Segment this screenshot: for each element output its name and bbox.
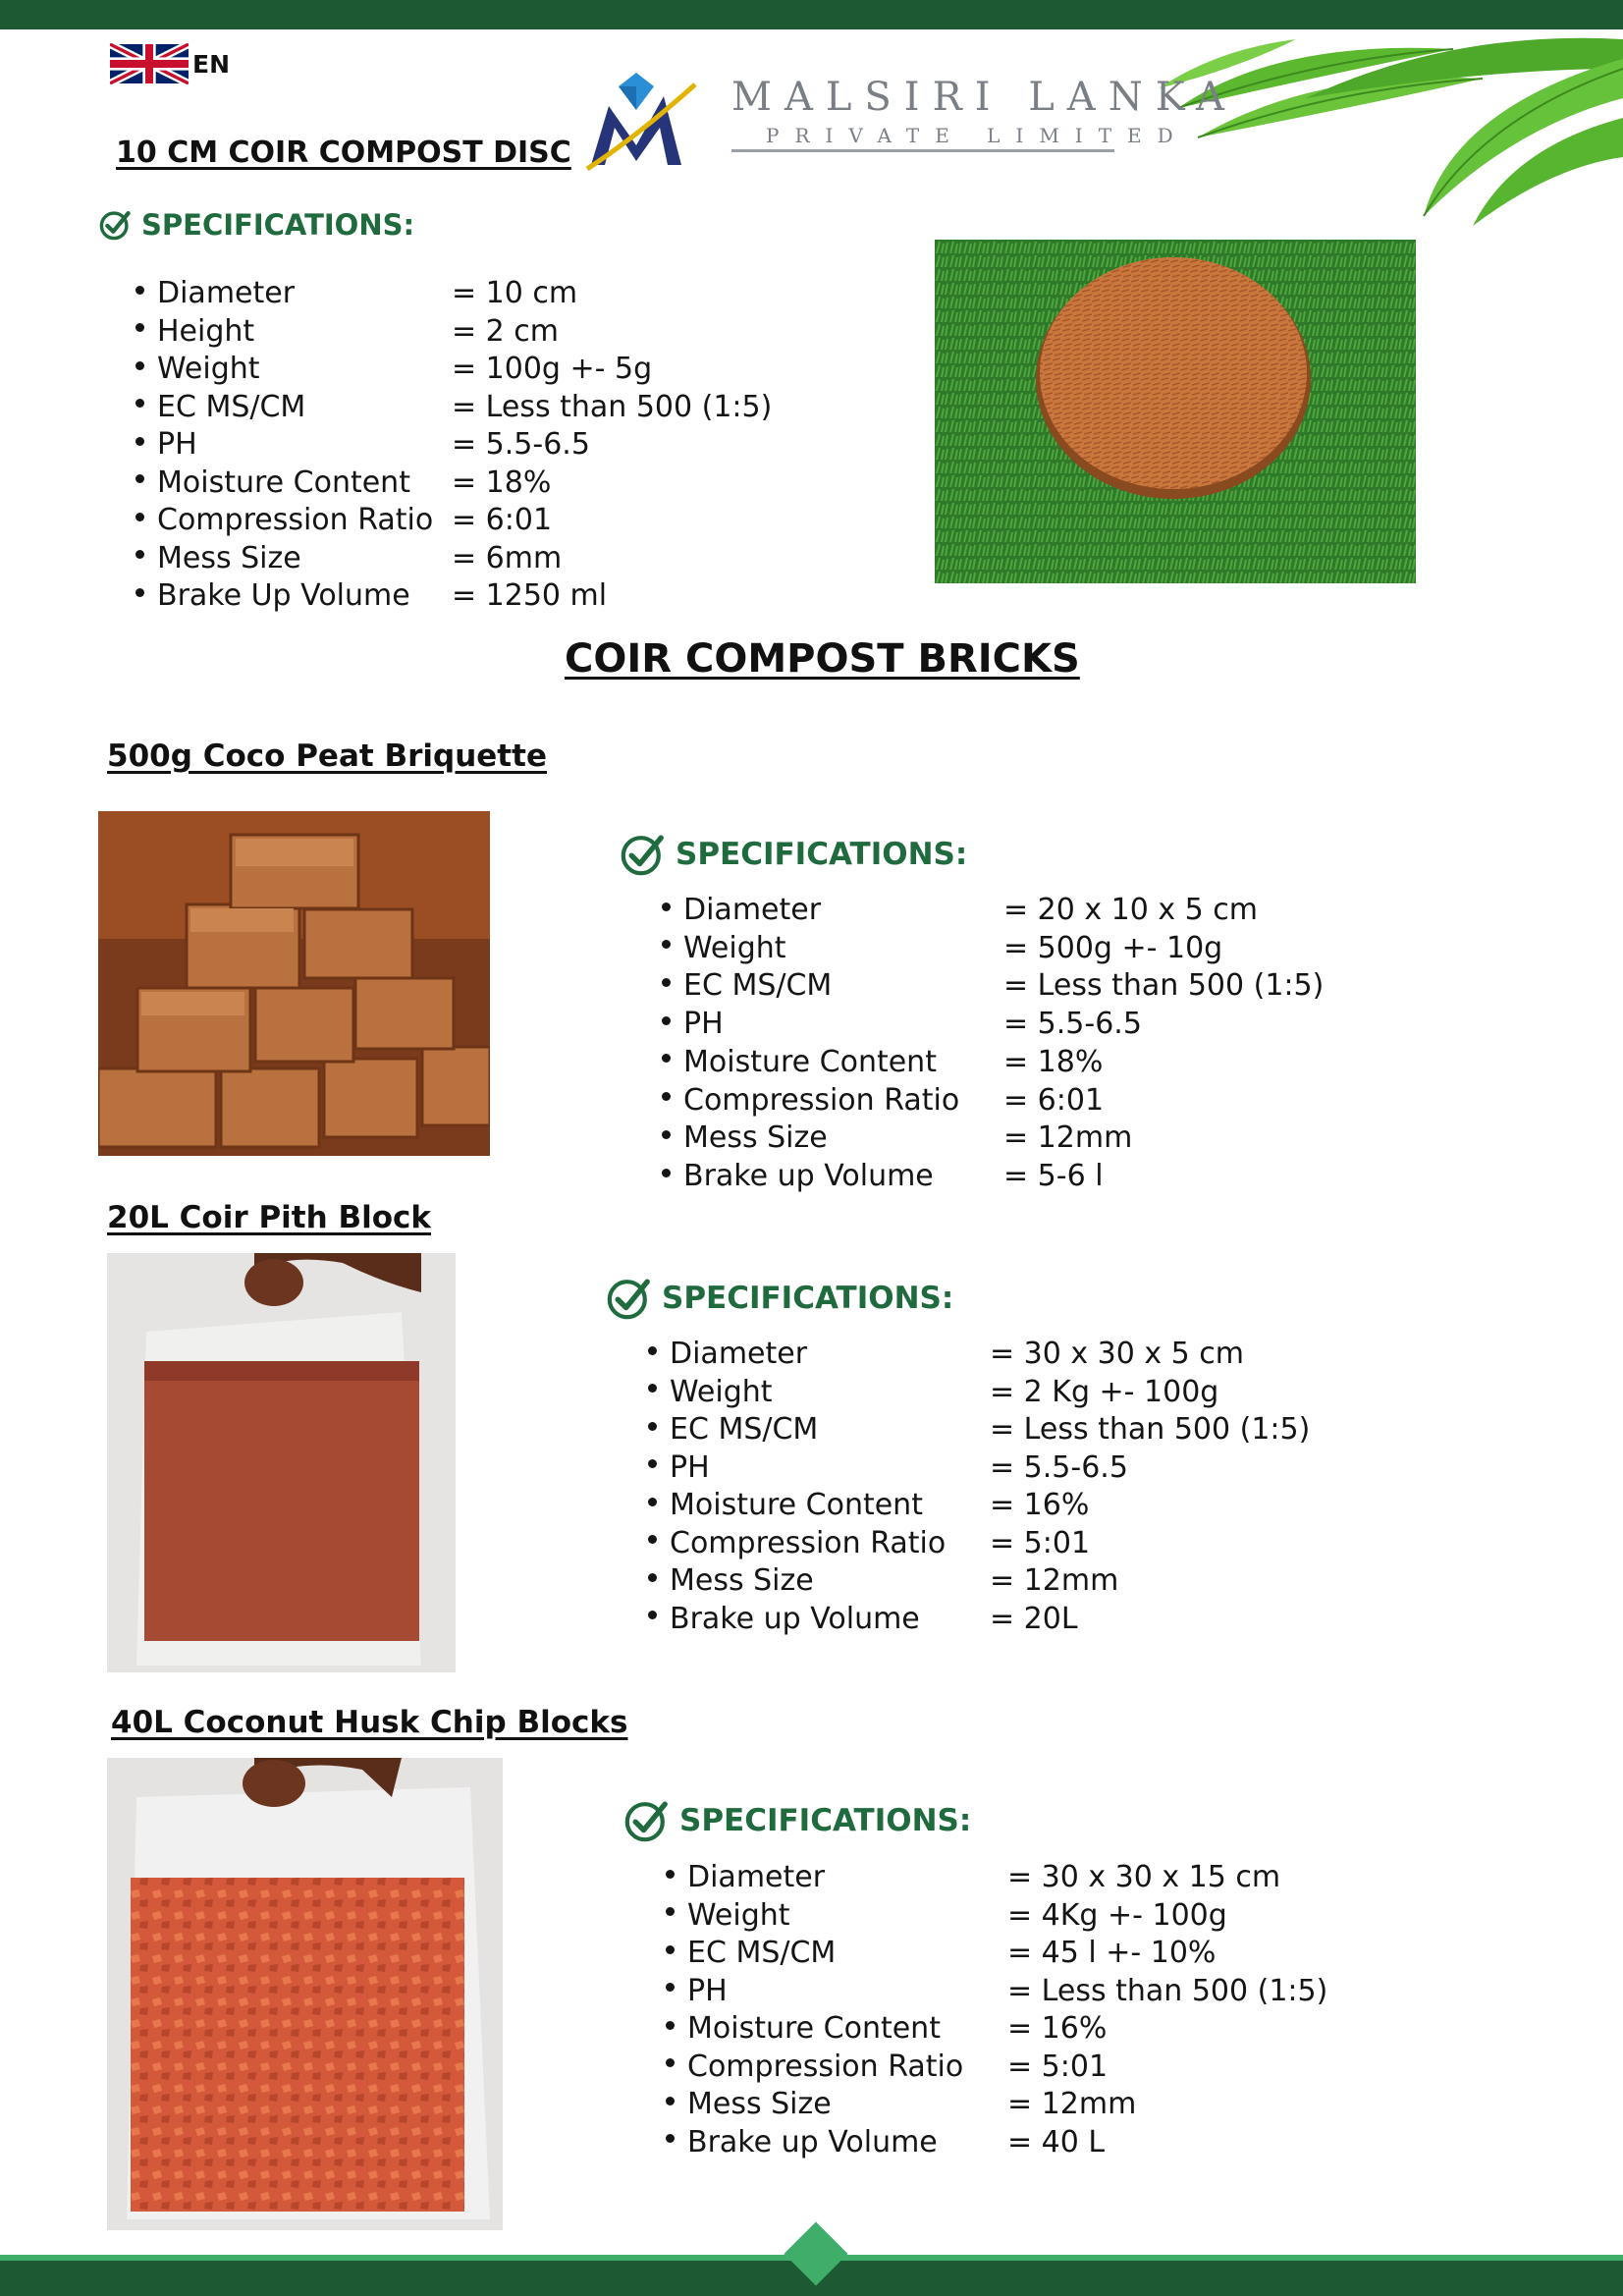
bullet-icon [644, 1485, 670, 1514]
spec-label: Compression Ratio [683, 1082, 960, 1118]
spec-label: PH [687, 1973, 728, 2008]
spec-item [644, 1409, 1310, 1448]
spec-item [658, 965, 1324, 1004]
spec-item [132, 424, 772, 463]
brand-subtitle: PRIVATE LIMITED [766, 124, 1189, 147]
spec-value: = 10 cm [452, 276, 578, 310]
spec-value: = 20 x 10 x 5 cm [1003, 893, 1259, 927]
spec-label: Compression Ratio [670, 1525, 947, 1560]
spec-value: = 40 L [1007, 2124, 1106, 2159]
palm-leaves-illustration [1159, 29, 1623, 226]
spec-label: PH [157, 427, 197, 462]
spec-value: = Less than 500 (1:5) [990, 1412, 1311, 1447]
spec-item [132, 538, 772, 576]
spec-label: Mess Size [670, 1563, 814, 1598]
spec-value: = 30 x 30 x 5 cm [990, 1337, 1245, 1371]
spec-label: Compression Ratio [687, 2049, 964, 2084]
spec-value: = 6:01 [1003, 1082, 1105, 1118]
spec-label: Weight [670, 1374, 773, 1409]
spec-item [662, 1857, 1327, 1895]
spec-label: EC MS/CM [157, 389, 306, 424]
spec-item [132, 575, 772, 614]
spec-value: = 5.5-6.5 [1003, 1007, 1142, 1042]
bullet-icon [662, 2122, 687, 2152]
spec-item [662, 2008, 1327, 2047]
bullet-icon [658, 1080, 683, 1110]
spec-item [132, 387, 772, 425]
check-circle-icon [622, 1797, 670, 1844]
check-circle-icon [619, 831, 666, 878]
husk-chip-photo [107, 1758, 503, 2230]
disc-spec-title [98, 208, 414, 242]
spec-value: = 100g +- 5g [452, 352, 653, 386]
spec-label: EC MS/CM [687, 1936, 837, 1970]
check-circle-icon [605, 1275, 652, 1322]
spec-value: = 500g +- 10g [1003, 930, 1223, 965]
top-border-bar [0, 0, 1623, 29]
spec-value: = 12mm [990, 1563, 1119, 1598]
spec-value: = 12mm [1007, 2087, 1137, 2121]
diamond-m-logo-icon [579, 67, 707, 175]
spec-item [662, 2084, 1327, 2122]
spec-item [662, 1895, 1327, 1934]
spec-value: = Less than 500 (1:5) [452, 389, 773, 424]
bullet-icon [132, 463, 157, 492]
bullet-icon [658, 1118, 683, 1147]
spec-label: PH [670, 1449, 710, 1485]
spec-item [662, 1971, 1327, 2009]
spec-label: Diameter [670, 1337, 808, 1371]
disc-title: 10 CM COIR COMPOST DISC [116, 136, 571, 170]
spec-item [658, 1118, 1324, 1156]
bullet-icon [662, 2084, 687, 2113]
spec-item [132, 463, 772, 501]
spec-label: Moisture Content [670, 1488, 923, 1522]
spec-value: = 16% [1007, 2011, 1108, 2046]
briquette-title: 500g Coco Peat Briquette [107, 738, 547, 774]
pith-block-spec-list [644, 1334, 1310, 1636]
spec-item [644, 1560, 1310, 1599]
spec-label: Height [157, 313, 255, 349]
bullet-icon [132, 273, 157, 302]
bullet-icon [662, 1933, 687, 1962]
spec-label: EC MS/CM [670, 1412, 819, 1447]
bullet-icon [662, 1895, 687, 1925]
spec-value: = 5.5-6.5 [990, 1449, 1128, 1485]
briquette-photo [98, 811, 490, 1156]
spec-value: = 16% [990, 1488, 1090, 1522]
check-circle-icon [98, 208, 132, 242]
bullet-icon [132, 387, 157, 416]
spec-title-label: SPECIFICATIONS: [679, 1803, 972, 1838]
spec-title-label: SPECIFICATIONS: [141, 208, 415, 242]
language-selector[interactable] [110, 43, 230, 84]
spec-item [644, 1334, 1310, 1372]
spec-title-label: SPECIFICATIONS: [662, 1281, 954, 1316]
language-label: EN [192, 49, 231, 79]
spec-value: = 6:01 [452, 503, 553, 537]
spec-value: = 2 cm [452, 313, 560, 349]
bricks-section-title: COIR COMPOST BRICKS [565, 636, 1080, 682]
spec-value: = 1250 ml [452, 578, 608, 613]
spec-label: Diameter [157, 276, 296, 310]
spec-item [644, 1372, 1310, 1410]
bullet-icon [658, 1042, 683, 1071]
bullet-icon [662, 1971, 687, 2000]
husk-chip-spec-title [622, 1797, 971, 1844]
spec-label: Compression Ratio [157, 503, 434, 537]
spec-item [658, 1042, 1324, 1080]
pith-block-spec-title [605, 1275, 953, 1322]
spec-label: Mess Size [157, 540, 301, 575]
spec-item [658, 1156, 1324, 1194]
husk-chip-title: 40L Coconut Husk Chip Blocks [111, 1705, 628, 1740]
spec-label: Moisture Content [683, 1044, 937, 1079]
bullet-icon [644, 1560, 670, 1590]
bullet-icon [658, 1156, 683, 1185]
briquette-spec-list [658, 890, 1324, 1194]
spec-item [658, 928, 1324, 966]
bullet-icon [658, 1004, 683, 1033]
spec-item [644, 1599, 1310, 1637]
spec-value: = 5:01 [1007, 2049, 1109, 2084]
spec-title-label: SPECIFICATIONS: [676, 837, 968, 872]
spec-value: = Less than 500 (1:5) [1003, 968, 1325, 1004]
spec-value: = 12mm [1003, 1121, 1133, 1156]
briquette-spec-title [619, 831, 967, 878]
bullet-icon [658, 890, 683, 919]
spec-label: Weight [687, 1897, 790, 1933]
spec-label: Mess Size [683, 1121, 828, 1156]
brand-name: MALSIRI LANKA [731, 75, 1237, 120]
bullet-icon [658, 928, 683, 957]
spec-label: Diameter [687, 1860, 826, 1894]
spec-value: = Less than 500 (1:5) [1007, 1973, 1328, 2008]
bullet-icon [644, 1409, 670, 1439]
spec-item [662, 2047, 1327, 2085]
spec-label: Diameter [683, 893, 822, 927]
spec-item [132, 349, 772, 387]
coir-disc-photo [935, 240, 1416, 583]
bullet-icon [132, 575, 157, 605]
spec-label: Brake Up Volume [157, 578, 410, 613]
spec-value: = 6mm [452, 540, 563, 575]
spec-label: Weight [157, 352, 260, 386]
spec-value: = 5-6 l [1003, 1158, 1104, 1193]
spec-value: = 2 Kg +- 100g [990, 1374, 1219, 1409]
husk-chip-spec-list [662, 1857, 1327, 2159]
spec-item [662, 2122, 1327, 2160]
spec-value: = 5.5-6.5 [452, 427, 590, 462]
spec-label: PH [683, 1007, 724, 1042]
pith-block-photo [107, 1253, 456, 1672]
spec-item [658, 890, 1324, 928]
bullet-icon [644, 1372, 670, 1401]
uk-flag-icon [110, 43, 189, 84]
spec-label: Brake up Volume [687, 2124, 938, 2159]
spec-item [644, 1523, 1310, 1561]
spec-label: EC MS/CM [683, 968, 833, 1004]
bullet-icon [132, 500, 157, 529]
spec-value: = 30 x 30 x 15 cm [1007, 1860, 1281, 1894]
bullet-icon [662, 2047, 687, 2076]
spec-item [658, 1080, 1324, 1119]
spec-label: Brake up Volume [670, 1601, 920, 1636]
spec-item [132, 500, 772, 538]
spec-item [644, 1448, 1310, 1486]
bullet-icon [644, 1523, 670, 1553]
spec-value: = 18% [1003, 1044, 1104, 1079]
bullet-icon [662, 1857, 687, 1886]
bullet-icon [644, 1334, 670, 1363]
spec-label: Weight [683, 930, 786, 965]
spec-label: Brake up Volume [683, 1158, 934, 1193]
bullet-icon [644, 1599, 670, 1628]
bullet-icon [132, 538, 157, 568]
bullet-icon [132, 311, 157, 341]
disc-spec-list [132, 273, 772, 614]
bullet-icon [132, 349, 157, 378]
brand-divider [731, 149, 1114, 152]
spec-item [132, 273, 772, 311]
spec-item [662, 1933, 1327, 1971]
bullet-icon [644, 1448, 670, 1477]
spec-value: = 5:01 [990, 1525, 1091, 1560]
spec-value: = 20L [990, 1601, 1078, 1636]
spec-item [132, 311, 772, 350]
company-logo [579, 67, 1237, 175]
bullet-icon [662, 2008, 687, 2038]
spec-value: = 45 l +- 10% [1007, 1936, 1217, 1970]
bullet-icon [658, 965, 683, 995]
spec-label: Moisture Content [157, 465, 410, 500]
spec-value: = 18% [452, 465, 552, 500]
spec-label: Mess Size [687, 2087, 832, 2121]
spec-label: Moisture Content [687, 2011, 941, 2046]
spec-item [644, 1485, 1310, 1523]
pith-block-title: 20L Coir Pith Block [107, 1200, 432, 1235]
spec-item [658, 1004, 1324, 1042]
bullet-icon [132, 424, 157, 454]
spec-value: = 4Kg +- 100g [1007, 1897, 1227, 1933]
